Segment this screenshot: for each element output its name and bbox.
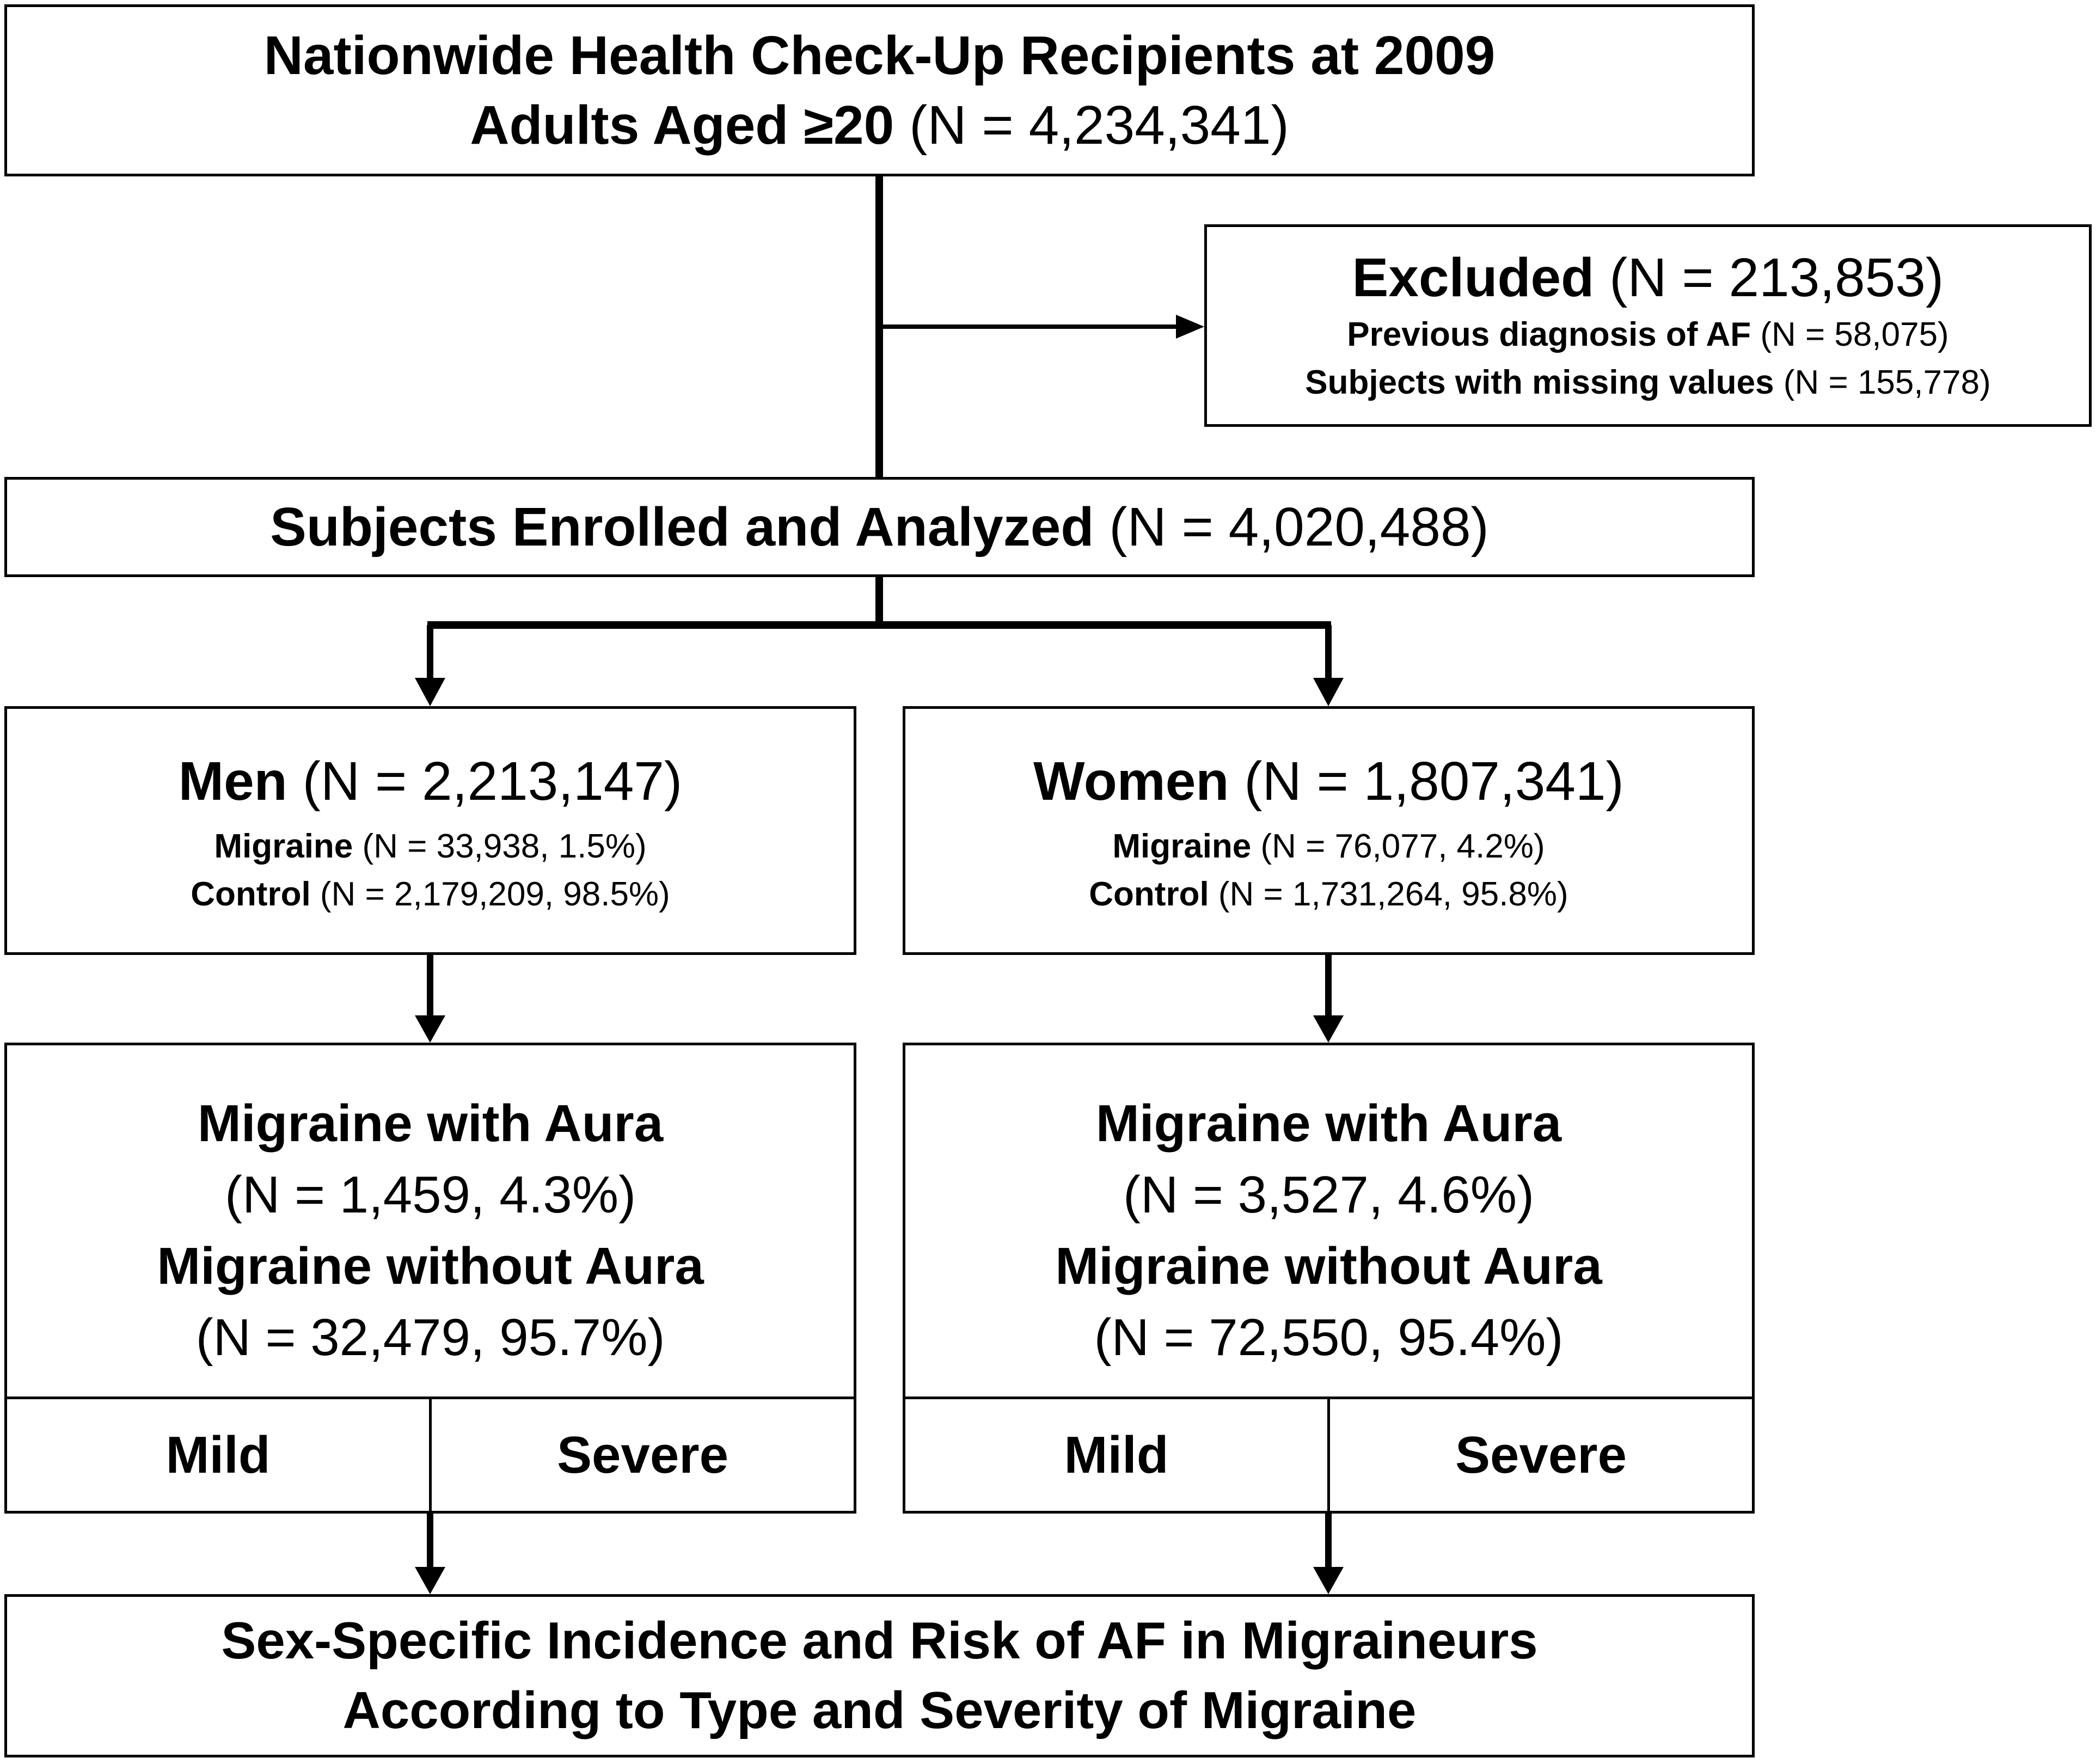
men-severity-row (7, 1396, 854, 1511)
recipients-count: (N = 4,234,341) (909, 95, 1289, 156)
recipients-box (4, 4, 1755, 176)
outcome-line-2: According to Type and Severity of Migraine (342, 1681, 1417, 1739)
excluded-item (1347, 311, 1948, 359)
women-severe-cell: Severe (1455, 1426, 1627, 1484)
women-severity-row (905, 1396, 1752, 1511)
enrolled-count: (N = 4,020,488) (1109, 496, 1489, 558)
excluded-title: Excluded (1352, 247, 1595, 308)
women-migraine-label: Migraine (1112, 827, 1252, 865)
men-control-line (191, 871, 670, 918)
men-migraine-type-box (4, 1043, 856, 1514)
women-with-aura-value: (N = 3,527, 4.6%) (1123, 1166, 1535, 1224)
excluded-title-line (1352, 244, 1944, 311)
excluded-item-label: Previous diagnosis of AF (1347, 316, 1751, 353)
women-with-aura-label: Migraine with Aura (1095, 1094, 1562, 1153)
men-control-label: Control (191, 875, 311, 913)
excluded-count: (N = 213,853) (1609, 247, 1944, 308)
men-migraine-line (214, 823, 646, 871)
women-control-value: (N = 1,731,264, 95.8%) (1218, 875, 1568, 913)
women-branch-arrowhead (1313, 678, 1344, 706)
women-migraine-value: (N = 76,077, 4.2%) (1260, 827, 1545, 865)
enrolled-label: Subjects Enrolled and Analyzed (270, 496, 1094, 558)
women-type-arrowhead (1313, 1015, 1344, 1043)
women-migraine-type-box (903, 1043, 1755, 1514)
women-without-aura-value: (N = 72,550, 95.4%) (1094, 1308, 1564, 1367)
men-title-line (179, 743, 682, 819)
enrolled-line (270, 496, 1489, 559)
men-with-aura-value: (N = 1,459, 4.3%) (224, 1166, 636, 1224)
men-box (4, 706, 856, 955)
recipients-count-line (470, 90, 1289, 160)
women-title-line (1033, 743, 1624, 819)
men-without-aura-value: (N = 32,479, 95.7%) (195, 1308, 665, 1367)
excluded-item (1305, 359, 1990, 407)
excluded-item-value: (N = 58,075) (1760, 316, 1949, 353)
men-title: Men (178, 750, 287, 812)
men-type-arrowhead (415, 1015, 445, 1043)
men-mild-cell: Mild (7, 1399, 432, 1511)
men-control-value: (N = 2,179,209, 98.5%) (320, 875, 670, 913)
women-control-label: Control (1089, 875, 1209, 913)
exclusion-arrowhead (1176, 315, 1204, 339)
excluded-item-value: (N = 155,778) (1783, 364, 1991, 401)
excluded-item-label: Subjects with missing values (1305, 364, 1774, 401)
enrolled-box (4, 477, 1755, 577)
men-severe-cell: Severe (557, 1426, 728, 1484)
men-migraine-value: (N = 33,938, 1.5%) (362, 827, 647, 865)
recipients-age-label: Adults Aged ≥20 (470, 95, 894, 156)
women-without-aura-label: Migraine without Aura (1055, 1237, 1602, 1295)
women-mild-cell: Mild (905, 1399, 1330, 1511)
outcome-line-1: Sex-Specific Incidence and Risk of AF in Migraineurs (221, 1612, 1538, 1670)
women-count: (N = 1,807,341) (1244, 750, 1624, 812)
women-title: Women (1033, 750, 1229, 812)
men-branch-arrowhead (415, 678, 445, 706)
women-control-line (1089, 871, 1568, 918)
recipients-title: Nationwide Health Check-Up Recipients at 2009 (263, 25, 1496, 86)
men-without-aura-label: Migraine without Aura (157, 1237, 704, 1295)
men-outcome-arrowhead (415, 1567, 445, 1594)
women-outcome-arrowhead (1313, 1567, 1344, 1594)
excluded-box (1204, 224, 2092, 427)
men-with-aura-label: Migraine with Aura (197, 1094, 664, 1153)
men-count: (N = 2,213,147) (302, 750, 683, 812)
women-box (903, 706, 1755, 955)
men-migraine-label: Migraine (214, 827, 353, 865)
women-migraine-line (1112, 823, 1545, 871)
outcome-box (4, 1594, 1755, 1757)
